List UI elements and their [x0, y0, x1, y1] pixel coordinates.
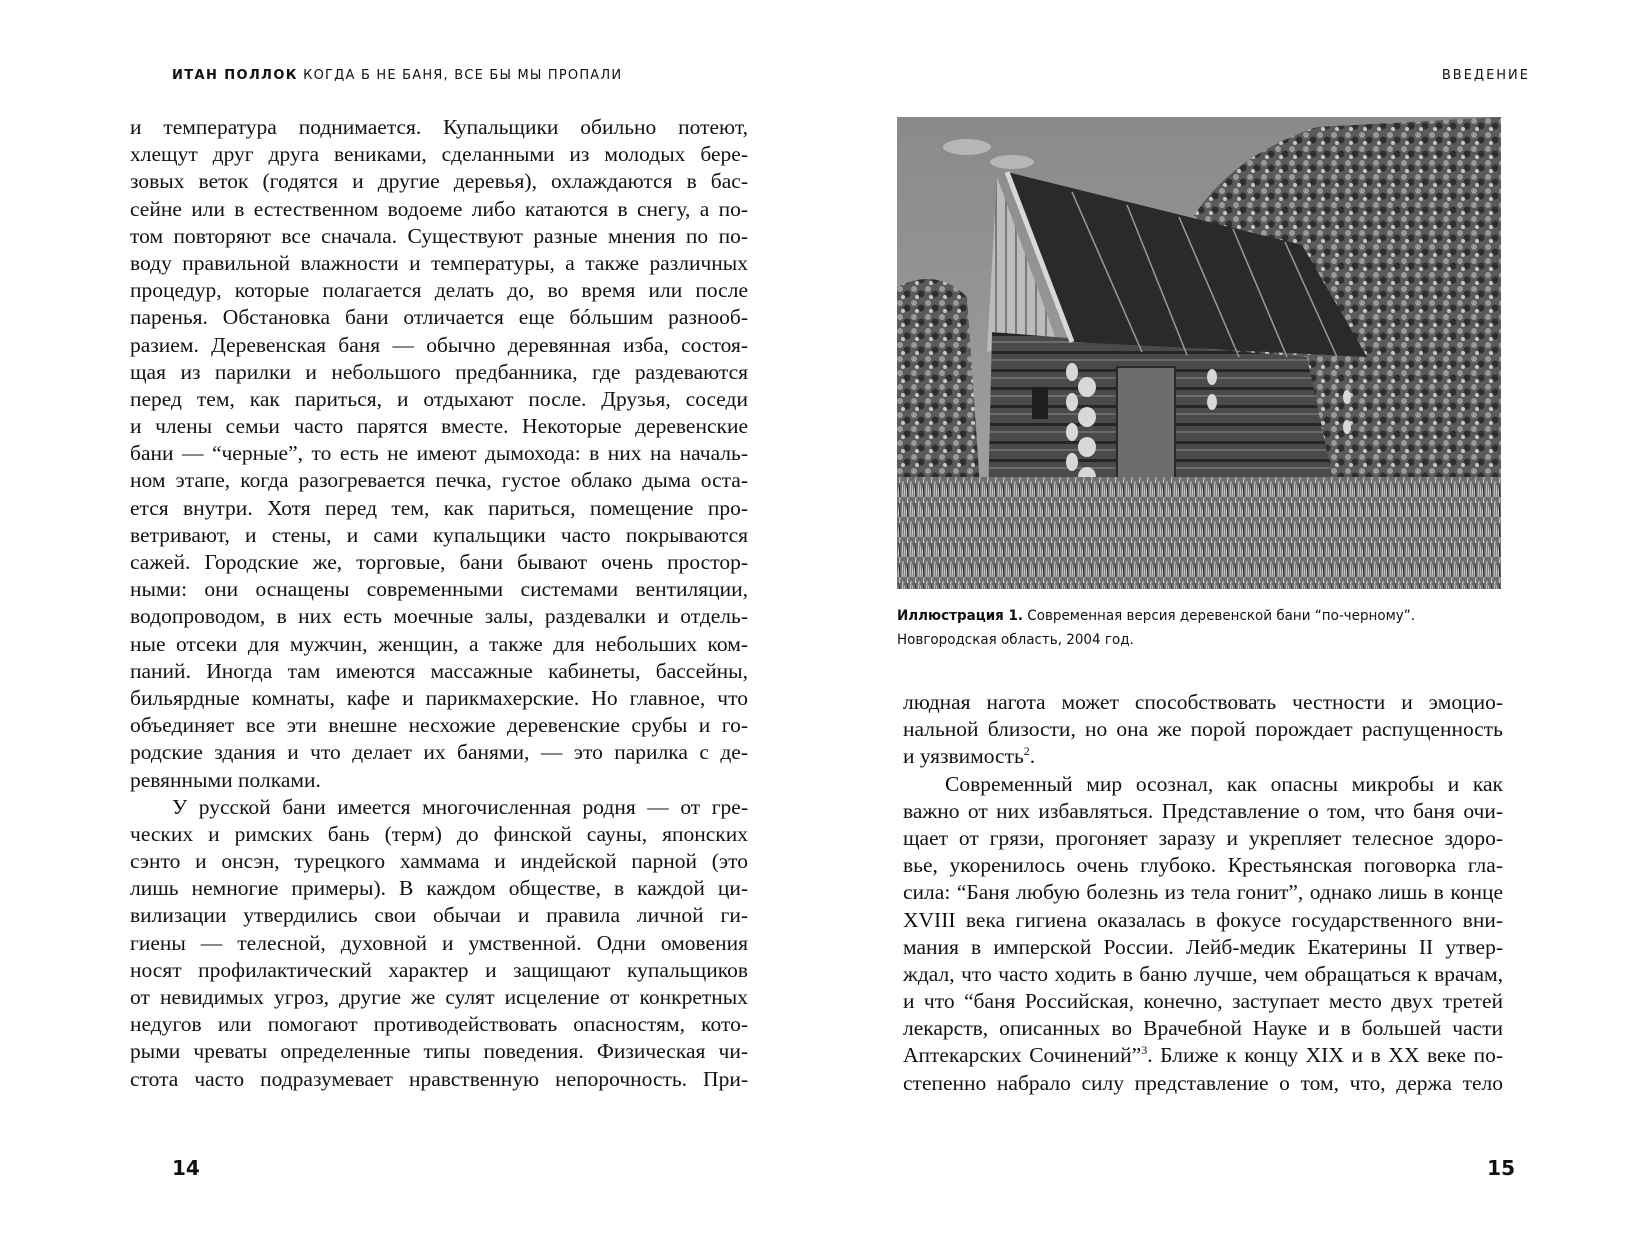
text-line-content: и уязвимость: [903, 744, 1024, 769]
text-line: [903, 852, 1503, 879]
text-line: У русской бани имеется многочисленная родня — от гре-: [172, 794, 748, 819]
text-line: воду правильной влажности и температуры, а также различных: [130, 250, 748, 275]
footnote-ref[interactable]: 2: [1023, 744, 1030, 759]
text-line: перед тем, как париться, и отдыхают после. Друзья, соседи: [130, 386, 748, 411]
text-line: [903, 907, 1503, 934]
running-head-chapter: ВВЕДЕНИЕ: [1441, 68, 1530, 83]
text-line: процедур, которые полагается делать до, во время или после: [130, 278, 748, 303]
text-line: [903, 988, 1503, 1015]
tall-grass: [897, 477, 1501, 589]
figure-caption: [897, 604, 1474, 652]
text-line: разием. Деревенская баня — обычно деревянная изба, состоя-: [130, 332, 748, 357]
text-line: ревянными полками.: [130, 767, 321, 792]
text-line-content: XVIII века гигиена оказалась в фокусе государственного вни-: [903, 907, 1503, 932]
text-line: [903, 1015, 1503, 1042]
running-head-left: [172, 68, 622, 83]
text-line: щая из парилки и небольшого предбанника, где раздеваются: [130, 359, 748, 384]
text-line: сэнто и онсэн, турецкого хаммама и индейской парной (это: [130, 849, 748, 874]
text-line: и температура поднимается. Купальщики обильно потеют,: [130, 115, 748, 139]
footnote-ref[interactable]: 3: [1141, 1043, 1148, 1058]
text-line: [903, 934, 1503, 961]
text-line-content: важно от них избавляться. Представление о том, что баня очи-: [903, 798, 1503, 823]
text-line: [903, 743, 1503, 770]
text-line: [903, 879, 1503, 906]
text-line: объединяет все эти внешне несхожие деревенские срубы и го-: [130, 713, 748, 738]
text-line: паний. Иногда там имеются массажные кабинеты, бассейны,: [130, 658, 748, 683]
text-line: вилизации утвердились свои обычаи и правила личной ги-: [130, 903, 748, 928]
text-line: носят профилактический характер и защищают купальщиков: [130, 957, 748, 982]
text-line-content: сила: “Баня любую болезнь из тела гонит”, однако лишь в конце: [903, 880, 1503, 905]
text-line: ными: они оснащены современными системами вентиляции,: [130, 577, 748, 602]
text-line: недугов или помогают противодействовать опасностям, кото-: [130, 1012, 748, 1037]
text-line: [903, 825, 1503, 852]
text-line: [903, 1070, 1503, 1097]
small-window: [1032, 387, 1048, 419]
page-number-left: 14: [172, 1156, 200, 1180]
text-line-content: мания в имперской России. Лейб-медик Екатерины II утвер-: [903, 934, 1503, 959]
text-line: [903, 689, 1503, 716]
text-line: от невидимых угроз, другие же сулят исцеление от конкретных: [130, 985, 748, 1009]
body-text-left: [130, 114, 748, 1093]
text-line: [903, 798, 1503, 825]
text-line: рыми чреваты определенные типы поведения. Физическая чи-: [130, 1039, 748, 1064]
text-line-tail: . Ближе к концу XIX и в XX веке по-: [1147, 1043, 1503, 1068]
text-line: [903, 1042, 1503, 1069]
caption-location-date: Новгородская область, 2004 год.: [897, 632, 1134, 648]
text-line-content: щает от грязи, прогоняет заразу и укрепляет телесное здоро-: [903, 825, 1503, 850]
text-line: стота часто подразумевает нравственную непорочность. При-: [130, 1066, 748, 1091]
text-line-content: Современный мир осознал, как опасны микробы и как: [945, 771, 1503, 796]
text-line: зовых веток (годятся и другие деревья), охлаждаются в бас-: [130, 169, 748, 194]
text-line: ные отсеки для мужчин, женщин, а также для небольших ком-: [130, 631, 748, 656]
text-line: водопроводом, в них есть моечные залы, раздевалки и отдель-: [130, 604, 748, 629]
text-line-content: Аптекарских Сочинений”: [903, 1043, 1142, 1068]
text-line-content: нальной близости, но она же порой порождает распущенность: [903, 717, 1503, 742]
text-line: и члены семьи часто парятся вместе. Некоторые деревенские: [130, 414, 748, 439]
text-line-content: и что “баня Российская, конечно, заступает место двух третей: [903, 989, 1503, 1014]
text-line-content: вье, укоренилось очень глубоко. Крестьянская поговорка гла-: [903, 853, 1503, 878]
text-line-content: степенно набрало силу представление о том, что, держа тело: [903, 1070, 1503, 1095]
text-line: сажей. Городские же, торговые, бани бывают очень простор-: [130, 550, 748, 574]
text-line: [903, 961, 1503, 988]
bathhouse-photo: [897, 117, 1501, 589]
text-line-content: ждал, что часто ходить в баню лучше, чем обращаться к врачам,: [903, 961, 1503, 986]
caption-label: Иллюстрация 1.: [897, 608, 1024, 624]
text-line: паренья. Обстановка бани отличается еще бóльшим разнооб-: [130, 305, 748, 330]
text-line-tail: .: [1029, 744, 1036, 769]
text-line: [903, 716, 1503, 743]
page-number-right: 15: [1487, 1156, 1515, 1180]
text-line: сейне или в естественном водоеме либо катаются в снегу, а по-: [130, 196, 748, 221]
cloud: [943, 139, 991, 155]
text-line: лишь немногие примеры). В каждом обществе, в каждой ци-: [130, 876, 748, 901]
text-line: хлещут друг друга вениками, сделанными из молодых бере-: [130, 142, 748, 167]
cloud: [990, 155, 1034, 169]
text-line: бани — “черные”, то есть не имеют дымохода: в них на началь-: [130, 441, 748, 466]
caption-text: Современная версия деревенской бани “по-черному”.: [1027, 608, 1415, 624]
text-line-content: людная нагота может способствовать честности и эмоцио-: [903, 690, 1503, 714]
text-line: бильярдные комнаты, кафе и парикмахерские. Но главное, что: [130, 685, 748, 710]
text-line: ется внутри. Хотя перед тем, как париться, помещение про-: [130, 495, 748, 520]
text-line: ветривают, и стены, и сами купальщики часто покрываются: [130, 522, 748, 547]
text-line: [903, 771, 1503, 798]
text-line: родские здания и что делает их банями, — это парилка с де-: [130, 740, 748, 765]
text-line: том повторяют все сначала. Существуют разные мнения по по-: [130, 223, 748, 248]
bathhouse-illustration: [897, 117, 1501, 589]
text-line: ном этапе, когда разогревается печка, густое облако дыма оста-: [130, 468, 748, 493]
running-head-book-title: КОГДА Б НЕ БАНЯ, ВСЕ БЫ МЫ ПРОПАЛИ: [303, 68, 623, 83]
text-line-content: лекарств, описанных во Врачебной Науке и в большей части: [903, 1016, 1503, 1041]
body-text-right: [903, 689, 1503, 1097]
text-line: гиены — телесной, духовной и умственной. Одни омовения: [130, 930, 748, 955]
running-head-author: ИТАН ПОЛЛОК: [172, 68, 298, 83]
text-line: ческих и римских бань (терм) до финской сауны, японских: [130, 821, 748, 846]
